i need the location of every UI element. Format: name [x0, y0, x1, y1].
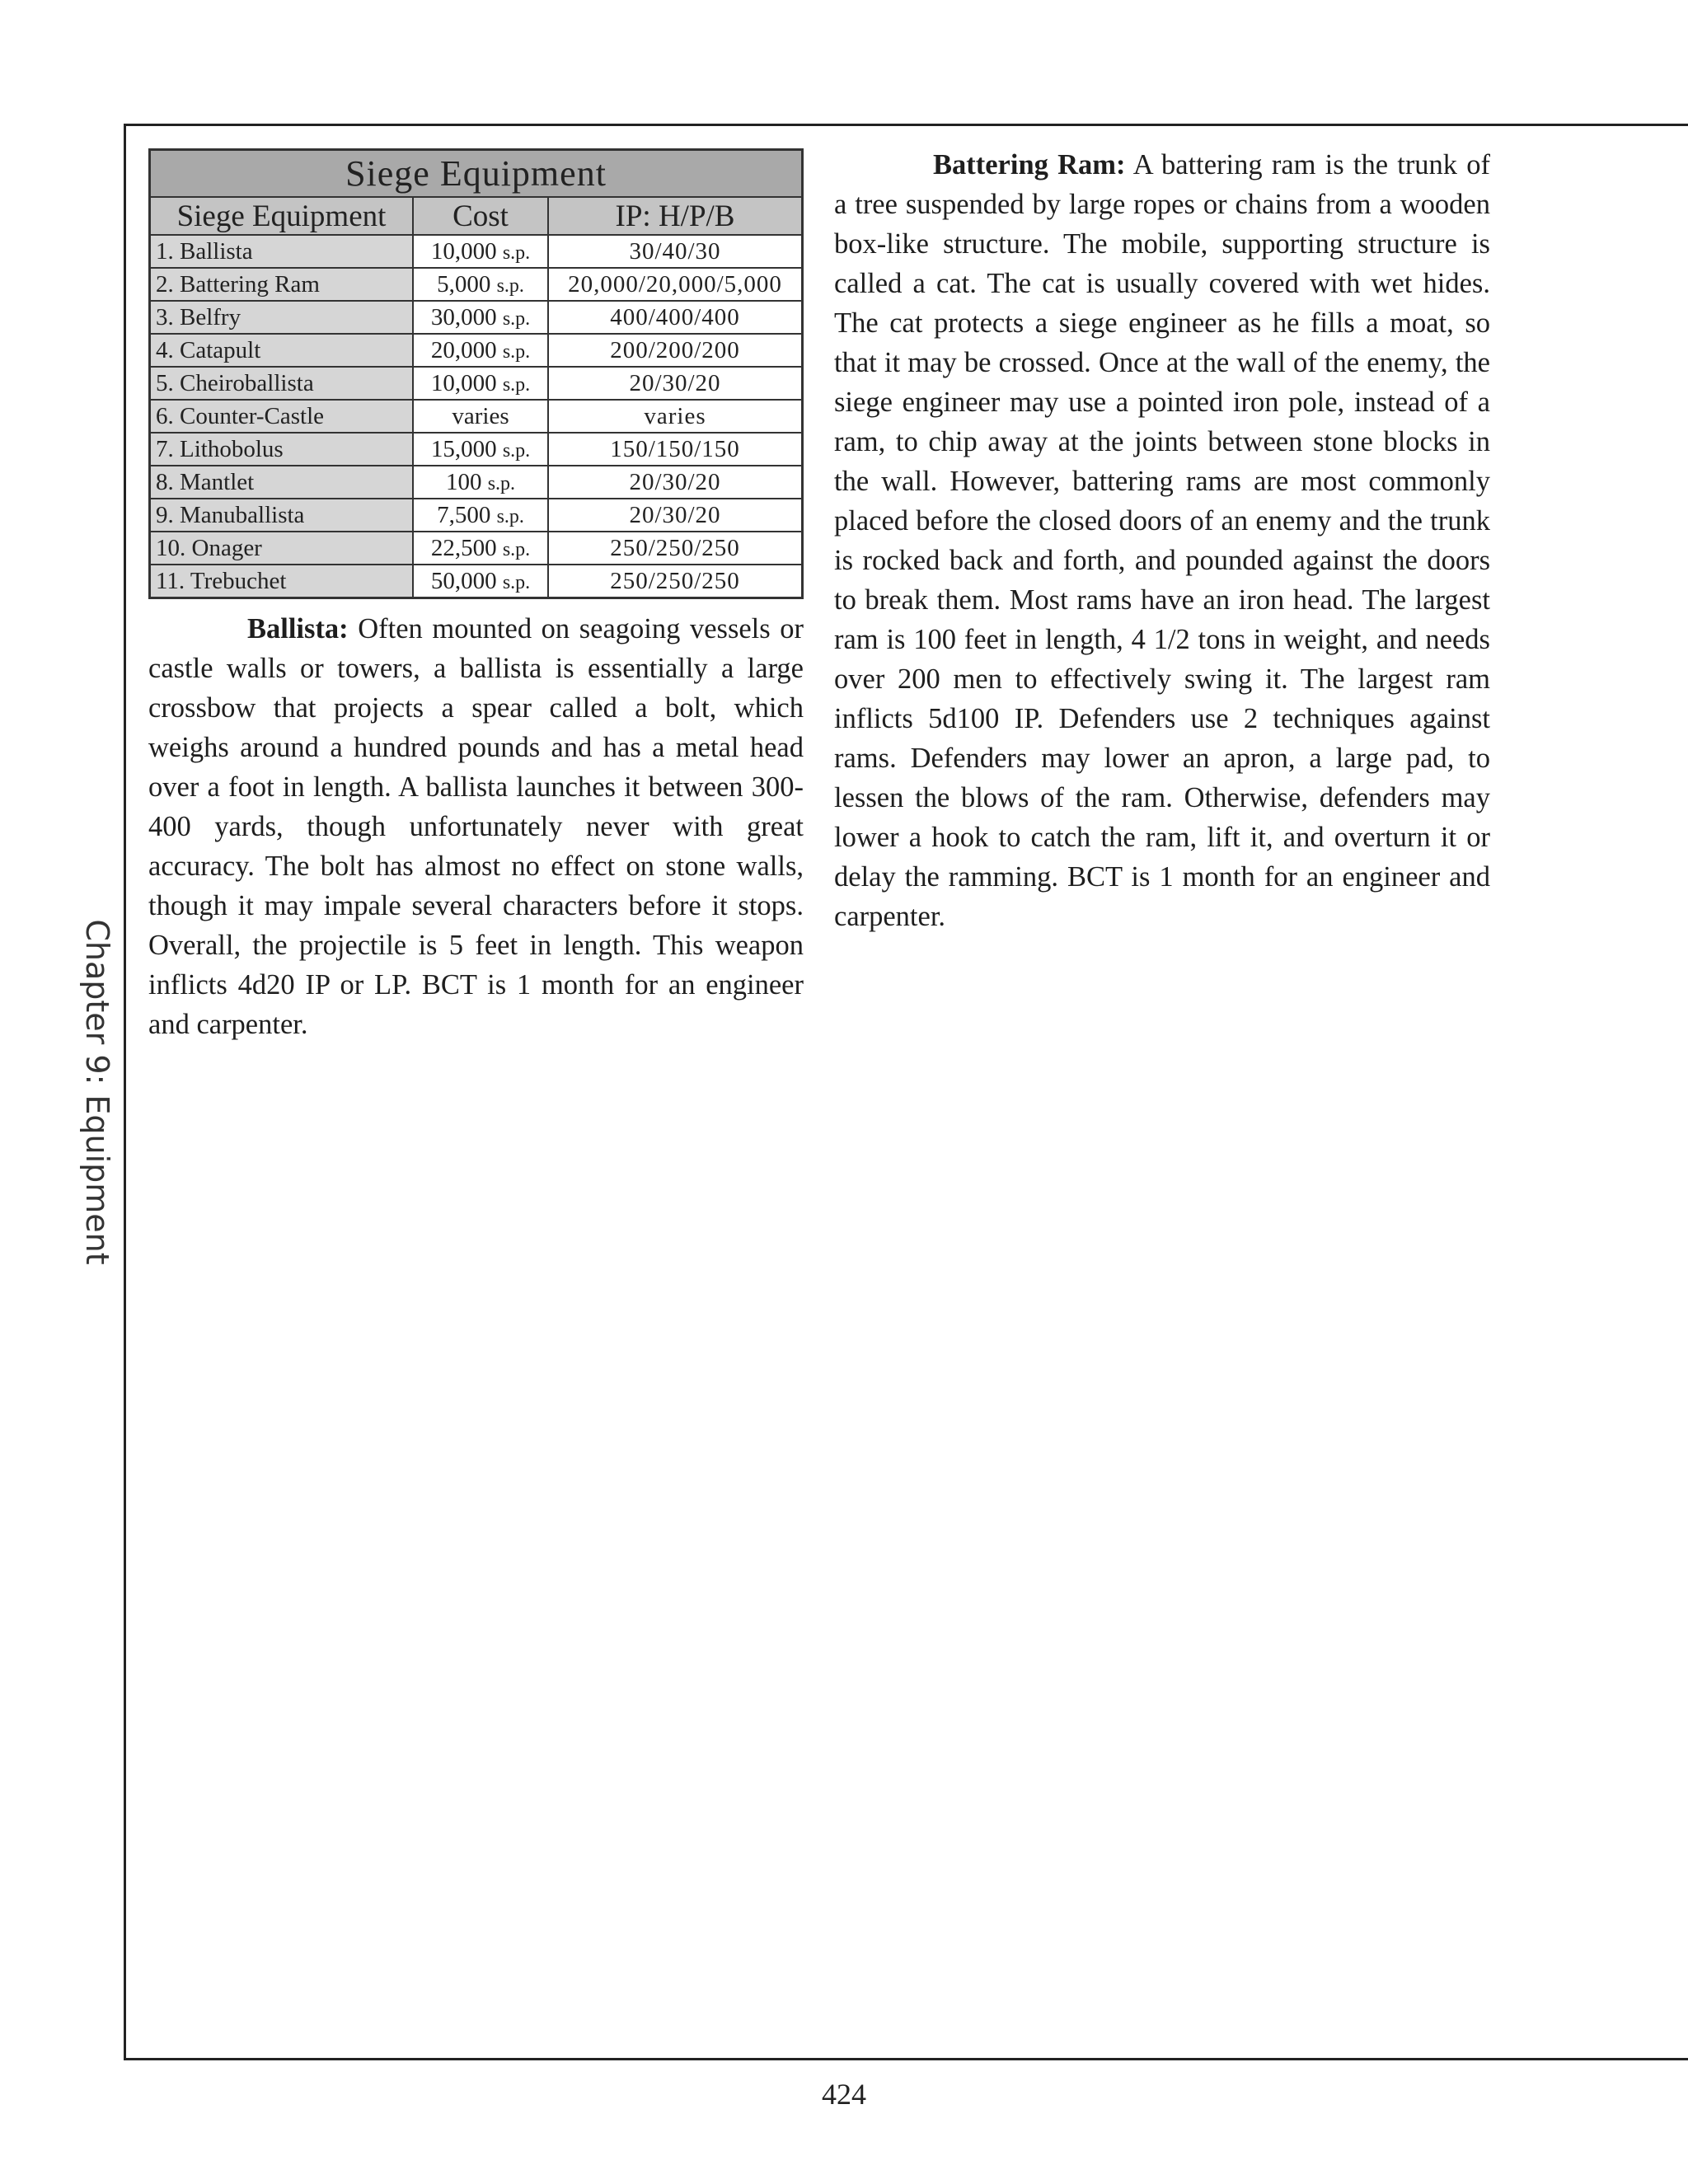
row-ip: 20,000/20,000/5,000 [548, 268, 803, 301]
row-ip: 200/200/200 [548, 334, 803, 367]
table-row [150, 268, 803, 301]
row-name: 11. Trebuchet [150, 565, 414, 598]
table-row [150, 433, 803, 466]
battering-ram-lead: Battering Ram: [933, 149, 1126, 180]
ballista-paragraph [148, 609, 804, 1044]
row-ip: 250/250/250 [548, 565, 803, 598]
siege-equipment-table [148, 148, 804, 599]
row-ip: 30/40/30 [548, 235, 803, 268]
row-cost-unit: s.p. [502, 571, 531, 593]
row-cost-unit: s.p. [502, 340, 531, 363]
row-name: 6. Counter-Castle [150, 400, 414, 433]
page-frame-bottom-rule [124, 2058, 1688, 2060]
row-cost-value: 7,500 [437, 501, 491, 528]
row-cost [413, 433, 548, 466]
row-name: 8. Mantlet [150, 466, 414, 499]
battering-ram-paragraph [834, 145, 1490, 936]
row-cost-unit: s.p. [502, 307, 531, 330]
table-row [150, 499, 803, 532]
row-name: 10. Onager [150, 532, 414, 565]
row-name: 7. Lithobolus [150, 433, 414, 466]
ballista-lead: Ballista: [247, 613, 349, 644]
table-row [150, 235, 803, 268]
row-cost [413, 268, 548, 301]
row-cost-value: 5,000 [437, 270, 491, 298]
row-cost-value: 30,000 [430, 303, 497, 330]
row-cost-value: 10,000 [430, 369, 497, 396]
table-row [150, 532, 803, 565]
header-cost: Cost [413, 197, 548, 235]
table-row [150, 367, 803, 400]
row-cost-unit: s.p. [496, 505, 524, 527]
table-row [150, 565, 803, 598]
row-ip: 20/30/20 [548, 466, 803, 499]
row-name: 1. Ballista [150, 235, 414, 268]
row-cost-value: 15,000 [430, 435, 497, 462]
header-siege-equipment: Siege Equipment [150, 197, 414, 235]
header-ip: IP: H/P/B [548, 197, 803, 235]
row-name: 5. Cheiroballista [150, 367, 414, 400]
table-row [150, 334, 803, 367]
row-ip: varies [548, 400, 803, 433]
row-ip: 20/30/20 [548, 499, 803, 532]
table-body [150, 235, 803, 598]
row-cost-value: 22,500 [430, 534, 497, 561]
row-cost-value: varies [452, 402, 509, 429]
page-frame-left-rule [124, 124, 126, 2060]
row-cost-unit: s.p. [487, 472, 516, 494]
row-cost [413, 400, 548, 433]
table-row [150, 301, 803, 334]
row-name: 4. Catapult [150, 334, 414, 367]
table-row [150, 400, 803, 433]
row-cost-value: 50,000 [430, 567, 497, 594]
row-cost [413, 235, 548, 268]
row-ip: 400/400/400 [548, 301, 803, 334]
row-ip: 150/150/150 [548, 433, 803, 466]
table-title: Siege Equipment [150, 150, 803, 198]
row-cost [413, 466, 548, 499]
row-name: 3. Belfry [150, 301, 414, 334]
page-number: 424 [822, 2078, 866, 2111]
left-column [148, 148, 804, 1044]
row-cost-unit: s.p. [496, 274, 524, 297]
row-ip: 20/30/20 [548, 367, 803, 400]
row-name: 9. Manuballista [150, 499, 414, 532]
page-frame-top-rule [124, 124, 1688, 126]
battering-ram-text: A battering ram is the trunk of a tree suspended by large ropes or chains from a wooden box-like structure. The mobile, supporting structure is called a cat. The cat is usually covered with wet hides. The cat protects a siege engineer as he fills a moat, so that it may be crossed. Once at the wall of the enemy, the siege engineer may use a pointed iron pole, instead of a ram, to chip away at the joints between stone blocks in the wall. However, battering rams are most commonly placed before the closed doors of an enemy and the trunk is rocked back and forth, and pounded against the doors to break them. Most rams have an iron head. The largest ram is 100 feet in length, 4 1/2 tons in weight, and needs over 200 men to effectively swing it. The largest ram inflicts 5d100 IP. Defenders use 2 techniques against rams. Defenders may lower an apron, a large pad, to lessen the blows of the ram. Otherwise, defenders may lower a hook to catch the ram, lift it, and overturn it or delay the ramming. BCT is 1 month for an engineer and carpenter. [834, 149, 1490, 932]
row-cost [413, 565, 548, 598]
ballista-text: Often mounted on seagoing vessels or castle walls or towers, a ballista is essentially a large crossbow that projects a spear called a bolt, which weighs around a hundred pounds and has a metal head over a foot in length. A ballista launches it between 300-400 yards, though unfortunately never with great accuracy. The bolt has almost no effect on stone walls, though it may impale several characters before it stops. Overall, the projectile is 5 feet in length. This weapon inflicts 4d20 IP or LP. BCT is 1 month for an engineer and carpenter. [148, 613, 804, 1040]
row-cost [413, 301, 548, 334]
right-column [834, 145, 1490, 936]
row-cost-unit: s.p. [502, 241, 531, 264]
row-cost [413, 532, 548, 565]
table-row [150, 466, 803, 499]
row-ip: 250/250/250 [548, 532, 803, 565]
row-cost-value: 100 [445, 468, 482, 495]
row-cost [413, 367, 548, 400]
chapter-side-label: Chapter 9: Equipment [79, 919, 115, 1265]
row-cost-unit: s.p. [502, 538, 531, 560]
row-cost [413, 499, 548, 532]
row-cost-value: 10,000 [430, 237, 497, 265]
row-cost [413, 334, 548, 367]
row-cost-value: 20,000 [430, 336, 497, 363]
row-cost-unit: s.p. [502, 439, 531, 462]
row-name: 2. Battering Ram [150, 268, 414, 301]
row-cost-unit: s.p. [502, 373, 531, 396]
